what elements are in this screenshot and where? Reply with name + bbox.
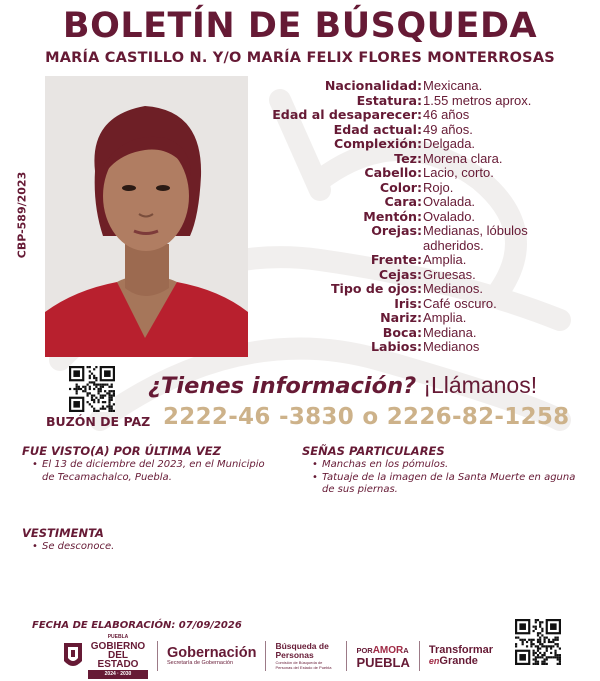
missing-person-name: MARÍA CASTILLO N. Y/O MARÍA FELIX FLORES MONTERROSAS <box>45 50 555 66</box>
spec-row <box>250 108 590 123</box>
busqueda-personas-logo: Búsqueda de Personas Comisión de Búsqueda de Personas del Estado de Puebla <box>275 641 332 670</box>
spec-value: Morena clara. <box>423 150 503 166</box>
spec-row <box>250 340 590 355</box>
spec-label: Iris: <box>394 295 422 311</box>
physical-description <box>250 79 590 355</box>
state-seal-icon <box>62 641 84 671</box>
spec-label: Edad al desaparecer: <box>272 107 422 122</box>
list-item: • El 13 de diciembre del 2023, en el Municipio de Tecamachalco, Puebla. <box>30 459 280 484</box>
spec-row <box>250 297 590 312</box>
spec-value: 49 años. <box>423 121 473 137</box>
spec-value: Delgada. <box>423 136 476 151</box>
spec-label: Color: <box>379 179 422 195</box>
gobierno-estado-logo <box>62 633 148 679</box>
case-id: CBP-589/2023 <box>15 171 29 259</box>
footer-logos <box>62 636 493 676</box>
list-item: • Manchas en los pómulos. <box>310 459 590 472</box>
qr-code-icon <box>69 366 115 412</box>
spec-label: Nacionalidad: <box>324 78 422 93</box>
spec-row <box>250 137 590 152</box>
spec-value: Café oscuro. <box>423 295 497 311</box>
spec-value: adheridos. <box>423 237 484 253</box>
spec-value: Ovalado. <box>423 208 476 224</box>
gob-years-label: 2024 · 2030 <box>88 670 148 679</box>
missing-person-photo <box>45 76 248 357</box>
clothing-list <box>30 541 280 554</box>
call-us-text: ¡Llámanos! <box>423 372 538 398</box>
spec-row <box>250 253 590 268</box>
spec-row <box>250 79 590 94</box>
spec-row <box>250 123 590 138</box>
buzon-de-paz-qr-code[interactable] <box>69 366 115 412</box>
spec-value: Mediana. <box>423 324 477 340</box>
qr-code-icon <box>515 619 561 665</box>
spec-value: Medianos <box>423 339 480 354</box>
spec-value: Mexicana. <box>423 78 483 93</box>
info-call-to-action <box>148 372 537 399</box>
spec-value: 1.55 metros aprox. <box>423 92 532 108</box>
divider <box>346 641 347 671</box>
spec-value: Rojo. <box>423 179 454 195</box>
clothing-heading: VESTIMENTA <box>22 526 104 540</box>
list-item: • Se desconoce. <box>30 541 280 554</box>
spec-row <box>250 152 590 167</box>
divider <box>419 641 420 671</box>
spec-label: Frente: <box>370 252 422 267</box>
spec-value: 46 años <box>423 107 470 122</box>
spec-value: Gruesas. <box>423 266 476 282</box>
spec-label: Estatura: <box>356 92 422 108</box>
gob-top-label: PUEBLA <box>107 634 129 640</box>
spec-row <box>250 94 590 109</box>
spec-row <box>250 311 590 326</box>
transformar-en-grande-logo: Transformar enGrande <box>428 644 494 667</box>
spec-row <box>250 195 590 210</box>
spec-label: Tez: <box>394 150 422 166</box>
spec-label: Complexión: <box>334 136 422 151</box>
spec-label: Orejas: <box>371 223 422 238</box>
features-list <box>310 459 590 497</box>
bulletin-title: BOLETÍN DE BÚSQUEDA <box>62 6 538 46</box>
spec-label: Cabello: <box>364 165 422 180</box>
spec-row <box>250 268 590 283</box>
spec-row <box>250 239 590 254</box>
gob-main-label: GOBIERNO DEL ESTADO <box>90 641 146 670</box>
last-seen-heading: FUE VISTO(A) POR ÚLTIMA VEZ <box>22 444 221 458</box>
spec-value: Amplia. <box>423 310 467 325</box>
spec-label: Edad actual: <box>333 121 422 137</box>
spec-row <box>250 282 590 297</box>
spec-label: Boca: <box>382 324 422 340</box>
spec-label: Cara: <box>384 194 422 209</box>
gobernacion-logo: Gobernación Secretaría de Gobernación <box>167 644 257 666</box>
person-portrait-icon <box>45 76 248 357</box>
spec-label: Labios: <box>370 339 422 354</box>
features-heading: SEÑAS PARTICULARES <box>302 444 445 458</box>
spec-row <box>250 181 590 196</box>
last-seen-list <box>30 459 280 484</box>
por-amor-a-puebla-logo: PORAMORA PUEBLA <box>356 645 410 670</box>
elaboration-date: FECHA DE ELABORACIÓN: 07/09/2026 <box>32 620 242 631</box>
spec-value: Amplia. <box>423 252 467 267</box>
info-question: ¿Tienes información? <box>148 373 417 399</box>
spec-value: Medianos. <box>423 281 483 296</box>
spec-value: Lacio, corto. <box>423 165 494 180</box>
list-item: • Tatuaje de la imagen de la Santa Muerte en aguna de sus piernas. <box>310 472 590 497</box>
spec-label: Mentón: <box>363 208 422 224</box>
spec-row <box>250 166 590 181</box>
spec-label: Nariz: <box>380 310 422 325</box>
spec-value: Ovalada. <box>423 194 476 209</box>
spec-row <box>250 326 590 341</box>
phone-numbers[interactable]: 2222-46 -3830 o 2226-82-1258 <box>163 404 570 430</box>
footer-qr-code[interactable] <box>515 619 561 665</box>
spec-label: Tipo de ojos: <box>330 281 422 296</box>
divider <box>265 641 266 671</box>
spec-row <box>250 210 590 225</box>
spec-row <box>250 224 590 239</box>
buzon-de-paz-label: BUZÓN DE PAZ <box>46 414 151 429</box>
spec-label: Cejas: <box>378 266 422 282</box>
divider <box>157 641 158 671</box>
spec-label-empty <box>250 239 423 254</box>
spec-value: Medianas, lóbulos <box>423 223 528 238</box>
